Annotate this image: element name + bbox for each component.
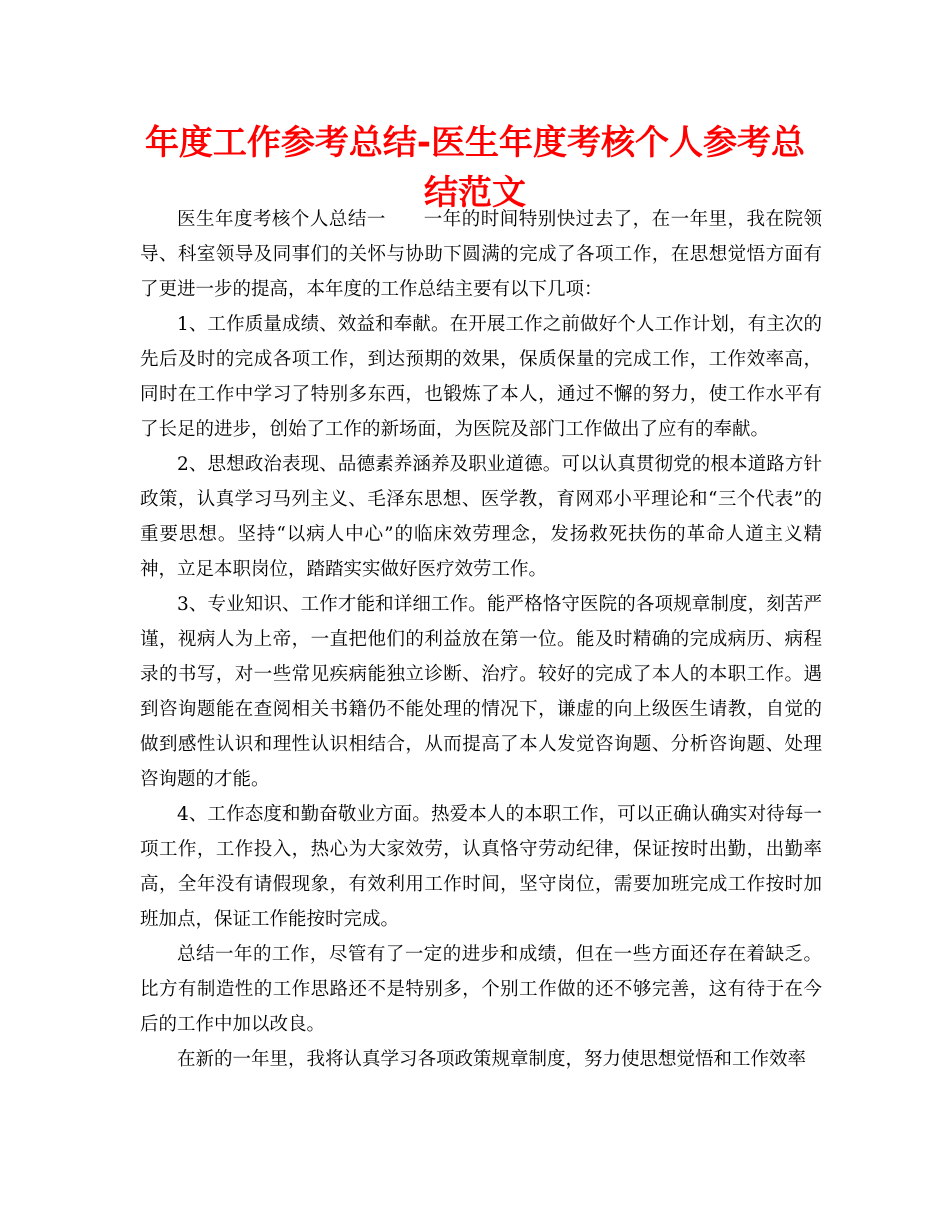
paragraph-item-1: 1、工作质量成绩、效益和奉献。在开展工作之前做好个人工作计划，有主次的先后及时的完成各项工作，到达预期的效果，保质保量的完成工作，工作效率高，同时在工作中学习了特别多东西，也锻炼了本人，通过不懈的努力，使工作水平有了长足的进步，创始了工作的新场面，为医院及部门工作做出了应有的奉献。	[140, 314, 822, 440]
document-body	[140, 202, 822, 1077]
document-title: 年度工作参考总结-医生年度考核个人参考总结范文	[144, 123, 806, 213]
paragraph-item-2: 2、思想政治表现、品德素养涵养及职业道德。可以认真贯彻党的根本道路方针政策，认真学习马列主义、毛泽东思想、医学教，育网邓小平理论和“三个代表”的重要思想。坚持“以病人中心”的临床效劳理念，发扬救死扶伤的革命人道主义精神，立足本职岗位，踏踏实实做好医疗效劳工作。	[140, 454, 822, 580]
paragraph-item-4: 4、工作态度和勤奋敬业方面。热爱本人的本职工作，可以正确认确实对待每一项工作，工作投入，热心为大家效劳，认真恪守劳动纪律，保证按时出勤，出勤率高，全年没有请假现象，有效利用工作时间，坚守岗位，需要加班完成工作按时加班加点，保证工作能按时完成。	[140, 804, 822, 930]
paragraph-summary: 总结一年的工作，尽管有了一定的进步和成绩，但在一些方面还存在着缺乏。比方有制造性的工作思路还不是特别多，个别工作做的还不够完善，这有待于在今后的工作中加以改良。	[140, 944, 822, 1035]
paragraph-intro: 医生年度考核个人总结一 一年的时间特别快过去了，在一年里，我在院领导、科室领导及同事们的关怀与协助下圆满的完成了各项工作，在思想觉悟方面有了更进一步的提高，本年度的工作总结主要有以下几项：	[140, 209, 822, 300]
paragraph-item-3: 3、专业知识、工作才能和详细工作。能严格恪守医院的各项规章制度，刻苦严谨，视病人为上帝，一直把他们的利益放在第一位。能及时精确的完成病历、病程录的书写，对一些常见疾病能独立诊断、治疗。较好的完成了本人的本职工作。遇到咨询题能在查阅相关书籍仍不能处理的情况下，谦虚的向上级医生请教，自觉的做到感性认识和理性认识相结合，从而提高了本人发觉咨询题、分析咨询题、处理咨询题的才能。	[140, 594, 822, 790]
paragraph-outlook: 在新的一年里，我将认真学习各项政策规章制度，努力使思想觉悟和工作效率	[177, 1049, 807, 1070]
